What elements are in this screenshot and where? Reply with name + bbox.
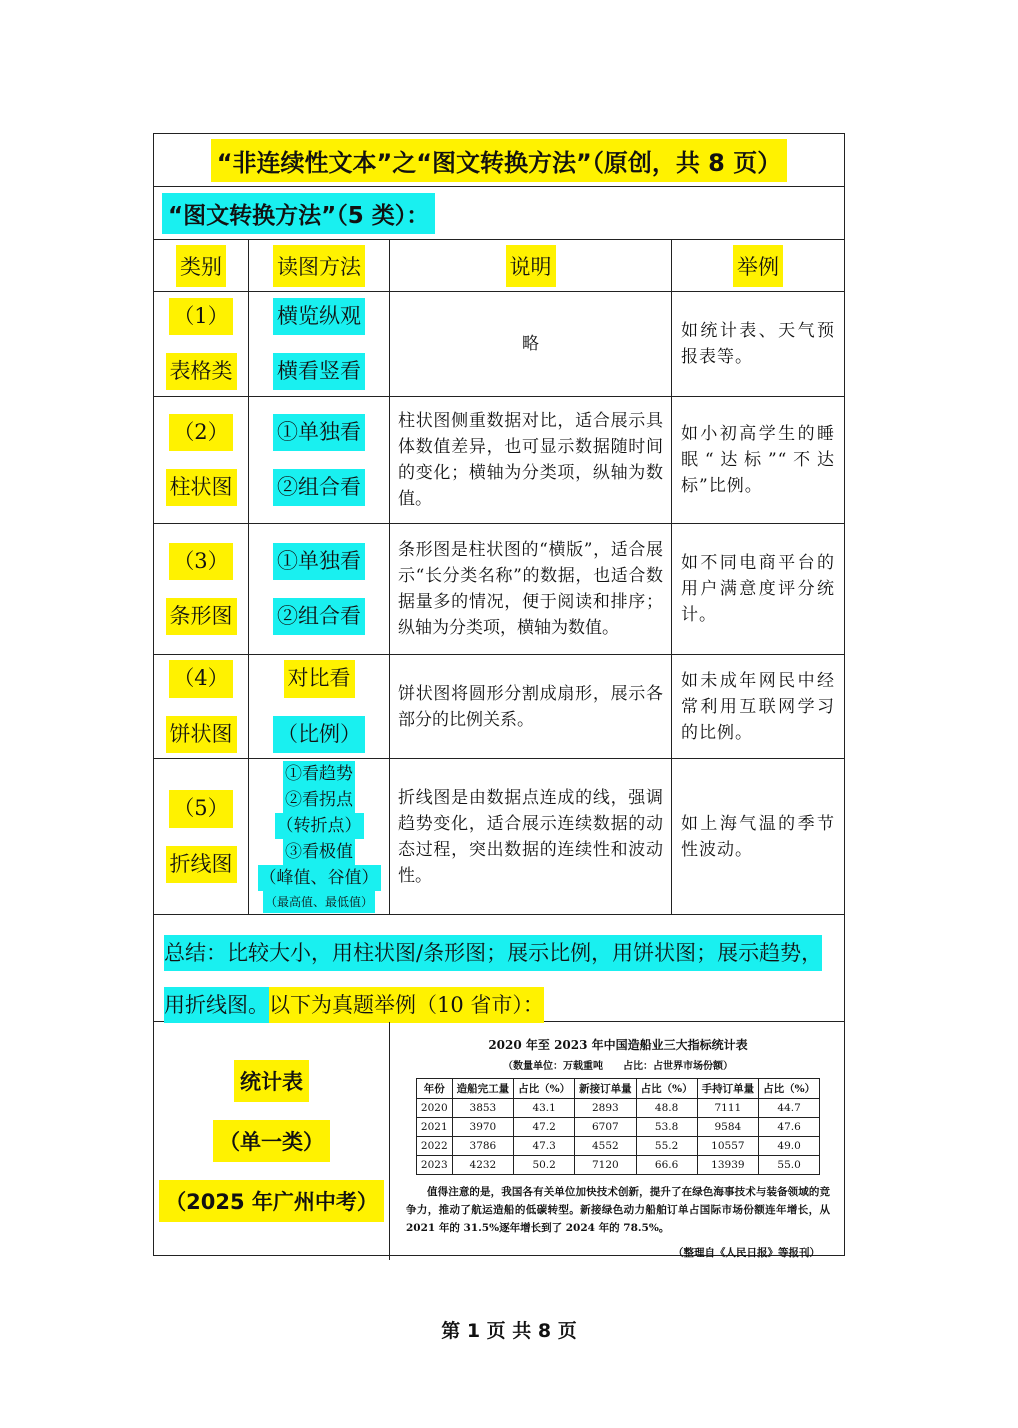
stat-cell: 3853 — [452, 1099, 514, 1118]
description-text: 柱状图侧重数据对比，适合展示具体数值差异，也可显示数据随时间的变化；横轴为分类项，纵轴为数值。 — [398, 411, 663, 509]
description-text: 折线图是由数据点连成的线，强调趋势变化，适合展示连续数据的动态过程，突出数据的连续性和波动性。 — [398, 787, 663, 886]
page-title: “非连续性文本”之“图文转换方法”（原创，共 8 页） — [211, 139, 788, 182]
example-label-cell — [154, 1022, 390, 1260]
description-text: 饼状图将圆形分割成扇形，展示各部分的比例关系。 — [398, 683, 663, 730]
method-item: （最高值、最低值） — [263, 891, 375, 913]
method-item: （转折点） — [275, 813, 364, 839]
method-item: 横览纵观 — [273, 298, 365, 335]
method-item: ①看趋势 — [283, 761, 355, 787]
example-cell — [672, 397, 844, 523]
example-label: （单一类） — [213, 1120, 330, 1162]
description-cell — [390, 655, 672, 758]
title-row — [154, 134, 844, 187]
stat-col-header: 占比（%） — [636, 1079, 697, 1099]
table-row — [154, 292, 844, 397]
stat-cell: 55.0 — [759, 1156, 820, 1175]
stat-col-header: 造船完工量 — [452, 1079, 514, 1099]
header-cell — [249, 240, 390, 291]
category-number: （2） — [169, 414, 232, 451]
stat-table-row — [416, 1156, 819, 1175]
example-image-cell — [390, 1022, 846, 1260]
header-example: 举例 — [733, 245, 783, 287]
method-item: （峰值、谷值） — [258, 865, 381, 891]
stat-cell: 7120 — [575, 1156, 637, 1175]
section-subtitle: “图文转换方法”（5 类）： — [162, 193, 435, 234]
table-row — [154, 759, 844, 915]
header-cell — [154, 240, 249, 291]
stat-table-row — [416, 1118, 819, 1137]
category-name: 饼状图 — [166, 716, 237, 753]
category-cell — [154, 397, 249, 523]
category-name: 条形图 — [166, 598, 237, 635]
stat-cell: 44.7 — [759, 1099, 820, 1118]
example-text: 如小初高学生的睡眠“达标”“不达标”比例。 — [681, 424, 835, 496]
example-text: 如上海气温的季节性波动。 — [681, 813, 835, 860]
stat-cell: 4552 — [575, 1137, 637, 1156]
method-item: ②组合看 — [273, 598, 365, 635]
category-number: （3） — [169, 543, 232, 580]
example-cell — [672, 524, 844, 654]
stat-col-header: 年份 — [416, 1079, 452, 1099]
document-table — [153, 133, 845, 1259]
header-description: 说明 — [506, 245, 556, 287]
method-cell — [249, 397, 390, 523]
stat-col-header: 手持订单量 — [697, 1079, 759, 1099]
category-name: 表格类 — [166, 353, 237, 390]
summary-row — [154, 915, 844, 1022]
stat-cell: 49.0 — [759, 1137, 820, 1156]
stat-table-note: （数量单位：万载重吨 占比：占世界市场份额） — [503, 1061, 733, 1072]
stat-cell: 10557 — [697, 1137, 759, 1156]
table-row — [154, 397, 844, 524]
example-text: 如统计表、天气预报表等。 — [681, 321, 835, 367]
summary-paragraph — [164, 927, 834, 1031]
header-method: 读图方法 — [273, 245, 365, 287]
stat-cell: 55.2 — [636, 1137, 697, 1156]
stat-cell: 9584 — [697, 1118, 759, 1137]
stat-cell: 13939 — [697, 1156, 759, 1175]
stat-cell: 2022 — [416, 1137, 452, 1156]
stat-cell: 50.2 — [514, 1156, 575, 1175]
method-cell — [249, 292, 390, 396]
stat-table-row — [416, 1137, 819, 1156]
example-source: （整理自《人民日报》等报刊） — [673, 1247, 820, 1259]
header-row — [154, 240, 844, 292]
category-number: （1） — [169, 298, 232, 335]
method-item: ①单独看 — [273, 414, 365, 451]
example-text: 如未成年网民中经常利用互联网学习的比例。 — [681, 670, 835, 743]
header-cell — [390, 240, 672, 291]
category-cell — [154, 759, 249, 914]
method-cell — [249, 524, 390, 654]
stat-cell: 43.1 — [514, 1099, 575, 1118]
stat-cell: 2893 — [575, 1099, 637, 1118]
example-paragraph: 值得注意的是，我国各有关单位加快技术创新，提升了在绿色海事技术与装备领域的竞争力，推动了航运造船的低碳转型。新接绿色动力船舶订单占国际市场份额连年增长，从 2021 年的 31.5%逐年增长到了 2024 年的 78.5%。 — [406, 1186, 830, 1234]
category-name: 折线图 — [166, 846, 237, 883]
stat-table-title: 2020 年至 2023 年中国造船业三大指标统计表 — [488, 1038, 748, 1052]
example-label: （2025 年广州中考） — [159, 1180, 384, 1222]
method-item: ②组合看 — [273, 469, 365, 506]
subtitle-row — [154, 187, 844, 240]
stat-col-header: 占比（%） — [514, 1079, 575, 1099]
example-cell — [672, 292, 844, 396]
stat-table-row — [416, 1099, 819, 1118]
stat-col-header: 新接订单量 — [575, 1079, 637, 1099]
stat-cell: 2020 — [416, 1099, 452, 1118]
stat-cell: 66.6 — [636, 1156, 697, 1175]
description-cell — [390, 397, 672, 523]
category-cell — [154, 524, 249, 654]
example-cell — [672, 655, 844, 758]
stat-cell: 2021 — [416, 1118, 452, 1137]
stat-cell: 6707 — [575, 1118, 637, 1137]
stat-cell: 2023 — [416, 1156, 452, 1175]
stat-cell: 48.8 — [636, 1099, 697, 1118]
method-item: ①单独看 — [273, 543, 365, 580]
description-text: 条形图是柱状图的“横版”，适合展示“长分类名称”的数据，也适合数据量多的情况，便于阅读和排序；纵轴为分类项，横轴为数值。 — [398, 540, 663, 638]
summary-lead-in: 以下为真题举例（10 省市）： — [269, 987, 544, 1023]
page-footer: 第 1 页 共 8 页 — [441, 1320, 577, 1342]
description-cell — [390, 524, 672, 654]
category-number: （4） — [169, 660, 232, 697]
category-name: 柱状图 — [166, 469, 237, 506]
example-cell — [672, 759, 844, 914]
example-row — [154, 1022, 844, 1259]
stat-cell: 47.6 — [759, 1118, 820, 1137]
method-item: 横看竖看 — [273, 353, 365, 390]
method-item: ③看极值 — [283, 839, 355, 865]
category-number: （5） — [169, 790, 232, 827]
stat-cell: 47.2 — [514, 1118, 575, 1137]
example-label: 统计表 — [234, 1060, 309, 1102]
table-row — [154, 655, 844, 759]
method-item: 对比看 — [284, 660, 355, 697]
stat-cell: 3970 — [452, 1118, 514, 1137]
method-cell — [249, 759, 390, 914]
category-cell — [154, 292, 249, 396]
stat-table-header — [416, 1079, 819, 1099]
stat-col-header: 占比（%） — [759, 1079, 820, 1099]
method-item: ②看拐点 — [283, 787, 355, 813]
header-cell — [672, 240, 844, 291]
method-item: （比例） — [273, 716, 365, 753]
description-text: 略 — [522, 334, 539, 354]
header-category: 类别 — [176, 245, 226, 287]
method-cell — [249, 655, 390, 758]
category-cell — [154, 655, 249, 758]
description-cell — [390, 292, 672, 396]
example-text: 如不同电商平台的用户满意度评分统计。 — [681, 553, 835, 625]
stat-table — [416, 1078, 820, 1175]
table-row — [154, 524, 844, 655]
stat-cell: 3786 — [452, 1137, 514, 1156]
description-cell — [390, 759, 672, 914]
stat-cell: 53.8 — [636, 1118, 697, 1137]
summary-text: 总结：比较大小，用柱状图/条形图；展示比例，用饼状图；展示趋势，用折线图。 — [164, 935, 822, 1023]
stat-cell: 47.3 — [514, 1137, 575, 1156]
stat-cell: 4232 — [452, 1156, 514, 1175]
stat-cell: 7111 — [697, 1099, 759, 1118]
